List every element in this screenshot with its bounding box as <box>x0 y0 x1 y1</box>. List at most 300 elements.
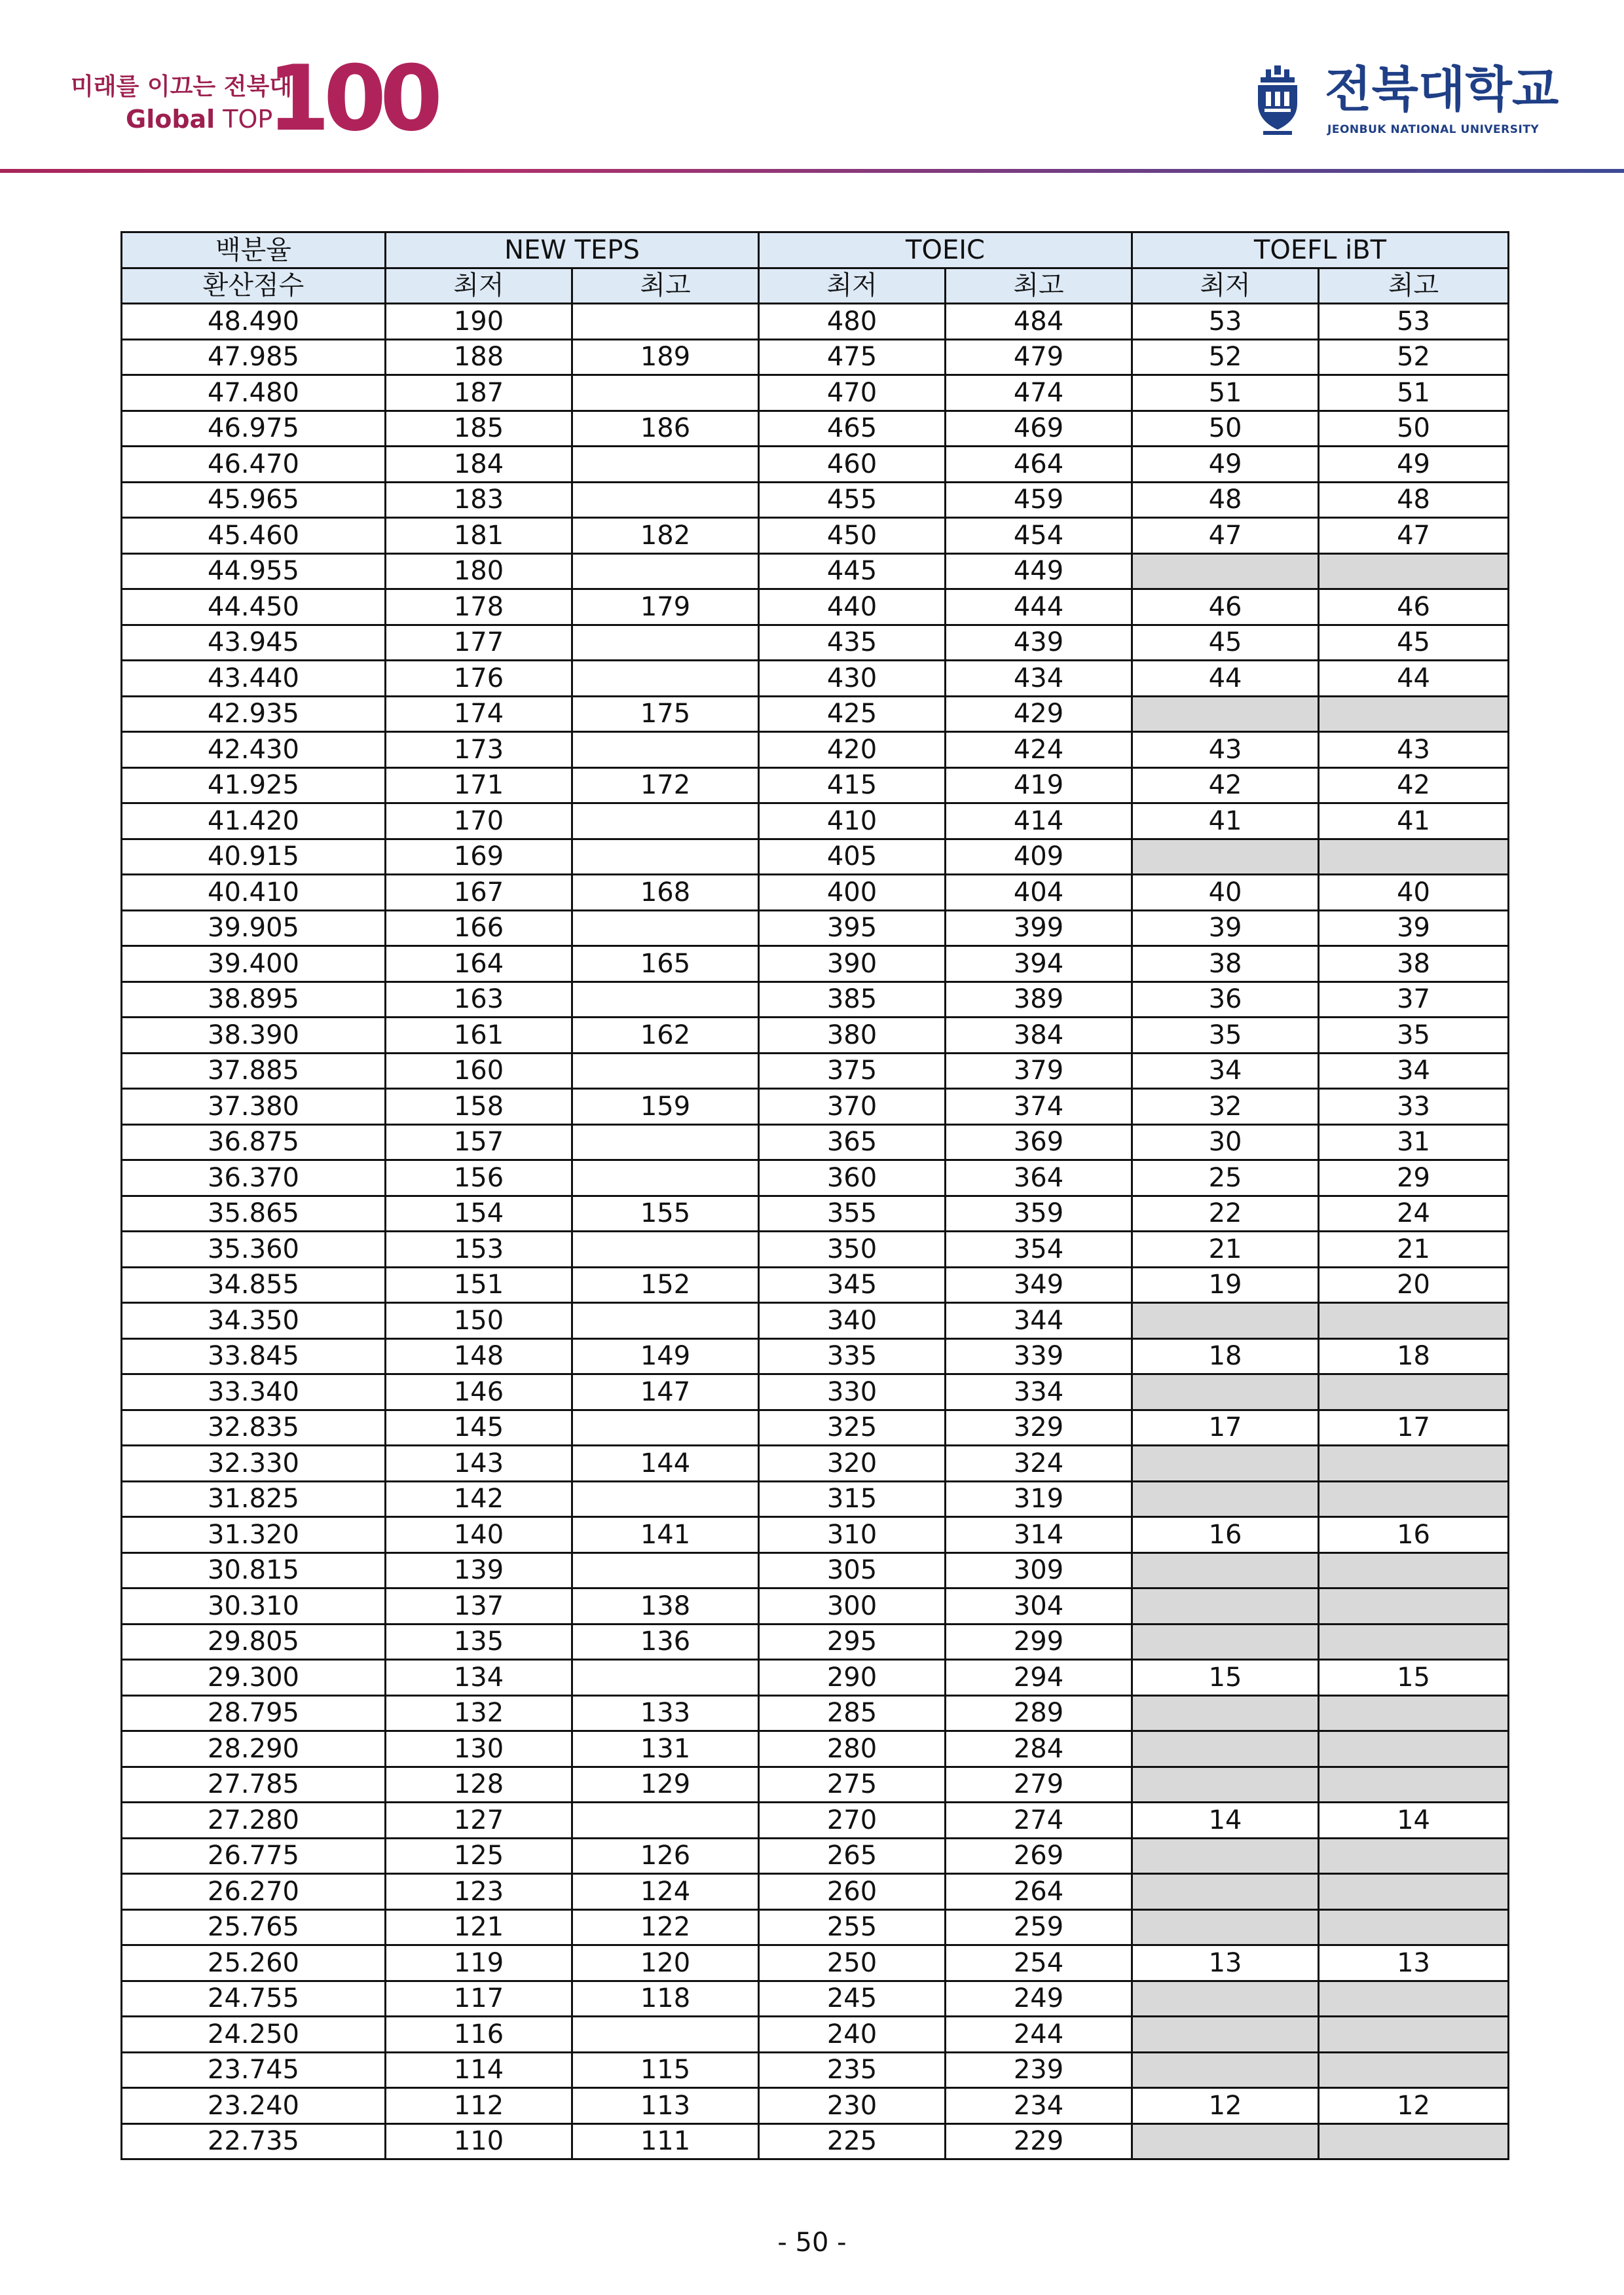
cell-toefl-min: 47 <box>1132 518 1319 554</box>
cell-toefl-max: 43 <box>1319 732 1509 768</box>
cell-toeic-min: 290 <box>759 1660 946 1696</box>
table-row <box>122 1232 1509 1268</box>
cell-teps-min: 134 <box>386 1660 572 1696</box>
table-row <box>122 732 1509 768</box>
table-row <box>122 625 1509 661</box>
global-top-100-logo <box>71 46 437 151</box>
cell-toeic-max: 229 <box>946 2123 1132 2159</box>
table-row <box>122 982 1509 1018</box>
cell-toefl-min <box>1132 1552 1319 1588</box>
cell-teps-max <box>572 1481 759 1517</box>
cell-percentile-score: 25.260 <box>122 1945 386 1981</box>
col-header-new-teps: NEW TEPS <box>386 232 759 268</box>
cell-toeic-max: 329 <box>946 1410 1132 1446</box>
cell-toeic-max: 474 <box>946 375 1132 411</box>
cell-teps-min: 140 <box>386 1517 572 1553</box>
cell-percentile-score: 22.735 <box>122 2123 386 2159</box>
cell-teps-min: 135 <box>386 1624 572 1660</box>
cell-teps-max <box>572 375 759 411</box>
cell-toefl-min <box>1132 1374 1319 1410</box>
header-divider <box>0 169 1624 173</box>
cell-teps-max <box>572 1160 759 1196</box>
cell-teps-max <box>572 2017 759 2053</box>
cell-percentile-score: 24.250 <box>122 2017 386 2053</box>
cell-toeic-max: 354 <box>946 1232 1132 1268</box>
cell-teps-min: 139 <box>386 1552 572 1588</box>
cell-toeic-min: 415 <box>759 767 946 803</box>
header-row <box>122 268 1509 304</box>
cell-toefl-min: 18 <box>1132 1338 1319 1374</box>
cell-teps-max <box>572 553 759 589</box>
cell-toeic-min: 230 <box>759 2088 946 2124</box>
cell-toeic-min: 410 <box>759 803 946 839</box>
cell-toeic-max: 409 <box>946 839 1132 875</box>
table-row <box>122 1053 1509 1089</box>
cell-toefl-min: 48 <box>1132 482 1319 518</box>
table-row <box>122 1303 1509 1339</box>
slogan-text: 미래를 이끄는 전북대 <box>71 73 293 100</box>
cell-toeic-min: 480 <box>759 304 946 340</box>
cell-toefl-max <box>1319 2017 1509 2053</box>
cell-teps-max <box>572 982 759 1018</box>
cell-teps-min: 185 <box>386 411 572 447</box>
cell-teps-min: 150 <box>386 1303 572 1339</box>
global-top-text <box>126 105 272 134</box>
cell-teps-min: 161 <box>386 1018 572 1054</box>
cell-percentile-score: 45.965 <box>122 482 386 518</box>
cell-toefl-min <box>1132 1731 1319 1767</box>
cell-toefl-max <box>1319 1446 1509 1482</box>
cell-percentile-score: 27.280 <box>122 1803 386 1839</box>
cell-percentile-score: 37.885 <box>122 1053 386 1089</box>
cell-percentile-score: 44.955 <box>122 553 386 589</box>
university-logo <box>1254 62 1559 141</box>
cell-teps-min: 170 <box>386 803 572 839</box>
table-row <box>122 2123 1509 2159</box>
cell-toefl-max: 37 <box>1319 982 1509 1018</box>
cell-toefl-min: 17 <box>1132 1410 1319 1446</box>
cell-toefl-max <box>1319 1838 1509 1874</box>
cell-teps-min: 164 <box>386 946 572 982</box>
cell-toefl-max <box>1319 2123 1509 2159</box>
cell-toeic-max: 349 <box>946 1267 1132 1303</box>
cell-toeic-min: 235 <box>759 2052 946 2088</box>
cell-percentile-score: 40.915 <box>122 839 386 875</box>
cell-teps-min: 166 <box>386 910 572 946</box>
table-row <box>122 875 1509 911</box>
table-header <box>122 232 1509 304</box>
cell-toeic-min: 365 <box>759 1124 946 1160</box>
cell-teps-max <box>572 447 759 483</box>
cell-toefl-max: 35 <box>1319 1018 1509 1054</box>
cell-percentile-score: 43.440 <box>122 661 386 697</box>
table-row <box>122 1909 1509 1945</box>
cell-toefl-min: 30 <box>1132 1124 1319 1160</box>
cell-teps-max <box>572 839 759 875</box>
cell-percentile-score: 36.370 <box>122 1160 386 1196</box>
university-name-english: JEONBUK NATIONAL UNIVERSITY <box>1327 123 1540 136</box>
cell-toeic-max: 244 <box>946 2017 1132 2053</box>
table-row <box>122 375 1509 411</box>
col-header-toefl-min: 최저 <box>1132 268 1319 304</box>
cell-toefl-max: 44 <box>1319 661 1509 697</box>
cell-toefl-max <box>1319 2052 1509 2088</box>
col-header-toefl-max: 최고 <box>1319 268 1509 304</box>
cell-teps-min: 178 <box>386 589 572 625</box>
cell-toeic-max: 449 <box>946 553 1132 589</box>
table-row <box>122 1552 1509 1588</box>
page-number: - 50 - <box>777 2228 847 2258</box>
cell-toefl-max <box>1319 1874 1509 1910</box>
cell-toefl-min <box>1132 1481 1319 1517</box>
cell-percentile-score: 39.905 <box>122 910 386 946</box>
table-row <box>122 1338 1509 1374</box>
cell-teps-max: 152 <box>572 1267 759 1303</box>
cell-teps-max: 144 <box>572 1446 759 1482</box>
cell-percentile-score: 42.935 <box>122 696 386 732</box>
cell-teps-min: 112 <box>386 2088 572 2124</box>
cell-toeic-min: 405 <box>759 839 946 875</box>
cell-teps-max: 113 <box>572 2088 759 2124</box>
table-row <box>122 482 1509 518</box>
cell-percentile-score: 42.430 <box>122 732 386 768</box>
cell-toeic-min: 380 <box>759 1018 946 1054</box>
cell-percentile-score: 44.450 <box>122 589 386 625</box>
table-row <box>122 1695 1509 1731</box>
cell-toeic-min: 445 <box>759 553 946 589</box>
cell-teps-min: 142 <box>386 1481 572 1517</box>
cell-teps-min: 158 <box>386 1089 572 1125</box>
cell-teps-max <box>572 625 759 661</box>
cell-toefl-max <box>1319 839 1509 875</box>
cell-toeic-min: 255 <box>759 1909 946 1945</box>
cell-teps-max: 175 <box>572 696 759 732</box>
cell-toeic-min: 440 <box>759 589 946 625</box>
cell-toefl-min <box>1132 1588 1319 1625</box>
cell-toefl-min: 44 <box>1132 661 1319 697</box>
cell-toefl-min: 52 <box>1132 339 1319 375</box>
cell-toefl-min: 40 <box>1132 875 1319 911</box>
cell-toeic-min: 435 <box>759 625 946 661</box>
cell-toefl-min: 13 <box>1132 1945 1319 1981</box>
cell-toeic-min: 240 <box>759 2017 946 2053</box>
cell-toeic-min: 285 <box>759 1695 946 1731</box>
cell-toefl-max: 41 <box>1319 803 1509 839</box>
cell-toeic-min: 465 <box>759 411 946 447</box>
table-row <box>122 447 1509 483</box>
cell-toefl-max: 17 <box>1319 1410 1509 1446</box>
cell-percentile-score: 30.310 <box>122 1588 386 1625</box>
cell-toefl-max: 48 <box>1319 482 1509 518</box>
cell-teps-min: 137 <box>386 1588 572 1625</box>
col-header-converted-score: 환산점수 <box>122 268 386 304</box>
cell-teps-min: 183 <box>386 482 572 518</box>
cell-teps-min: 180 <box>386 553 572 589</box>
table-row <box>122 910 1509 946</box>
cell-teps-max: 124 <box>572 1874 759 1910</box>
cell-toefl-max <box>1319 1303 1509 1339</box>
cell-teps-max: 126 <box>572 1838 759 1874</box>
cell-toeic-min: 430 <box>759 661 946 697</box>
cell-teps-min: 163 <box>386 982 572 1018</box>
table-row <box>122 767 1509 803</box>
cell-teps-max: 138 <box>572 1588 759 1625</box>
cell-teps-min: 174 <box>386 696 572 732</box>
cell-toeic-max: 264 <box>946 1874 1132 1910</box>
cell-percentile-score: 33.845 <box>122 1338 386 1374</box>
cell-teps-min: 130 <box>386 1731 572 1767</box>
cell-toeic-max: 404 <box>946 875 1132 911</box>
cell-percentile-score: 30.815 <box>122 1552 386 1588</box>
col-header-toefl-ibt: TOEFL iBT <box>1132 232 1509 268</box>
cell-toefl-max <box>1319 1767 1509 1803</box>
cell-toeic-min: 455 <box>759 482 946 518</box>
cell-toeic-max: 364 <box>946 1160 1132 1196</box>
cell-teps-max: 111 <box>572 2123 759 2159</box>
cell-toeic-max: 424 <box>946 732 1132 768</box>
cell-toeic-min: 270 <box>759 1803 946 1839</box>
cell-teps-max <box>572 910 759 946</box>
cell-toeic-min: 335 <box>759 1338 946 1374</box>
cell-toeic-max: 299 <box>946 1624 1132 1660</box>
cell-teps-max <box>572 1232 759 1268</box>
table-row <box>122 1803 1509 1839</box>
cell-toeic-min: 370 <box>759 1089 946 1125</box>
cell-percentile-score: 37.380 <box>122 1089 386 1125</box>
cell-teps-min: 110 <box>386 2123 572 2159</box>
cell-teps-max: 136 <box>572 1624 759 1660</box>
cell-toefl-max: 45 <box>1319 625 1509 661</box>
cell-toefl-min <box>1132 1695 1319 1731</box>
cell-toefl-min <box>1132 1446 1319 1482</box>
cell-toeic-min: 470 <box>759 375 946 411</box>
cell-percentile-score: 27.785 <box>122 1767 386 1803</box>
cell-toefl-min: 21 <box>1132 1232 1319 1268</box>
table-row <box>122 2052 1509 2088</box>
table-row <box>122 1160 1509 1196</box>
cell-toefl-max: 16 <box>1319 1517 1509 1553</box>
table-row <box>122 411 1509 447</box>
cell-percentile-score: 48.490 <box>122 304 386 340</box>
cell-toeic-max: 344 <box>946 1303 1132 1339</box>
col-header-toeic-max: 최고 <box>946 268 1132 304</box>
cell-teps-max: 122 <box>572 1909 759 1945</box>
cell-toeic-max: 239 <box>946 2052 1132 2088</box>
cell-percentile-score: 32.835 <box>122 1410 386 1446</box>
table-row <box>122 696 1509 732</box>
cell-teps-min: 157 <box>386 1124 572 1160</box>
cell-toeic-max: 319 <box>946 1481 1132 1517</box>
cell-toefl-min: 36 <box>1132 982 1319 1018</box>
cell-toeic-max: 419 <box>946 767 1132 803</box>
cell-percentile-score: 28.290 <box>122 1731 386 1767</box>
cell-teps-max: 147 <box>572 1374 759 1410</box>
top-word: TOP <box>215 105 273 134</box>
cell-toeic-max: 259 <box>946 1909 1132 1945</box>
table-row <box>122 1481 1509 1517</box>
cell-toeic-min: 260 <box>759 1874 946 1910</box>
cell-percentile-score: 32.330 <box>122 1446 386 1482</box>
col-header-percentile: 백분율 <box>122 232 386 268</box>
cell-teps-min: 169 <box>386 839 572 875</box>
cell-teps-min: 184 <box>386 447 572 483</box>
cell-toeic-max: 429 <box>946 696 1132 732</box>
cell-teps-min: 127 <box>386 1803 572 1839</box>
cell-teps-max: 118 <box>572 1981 759 2017</box>
cell-percentile-score: 35.360 <box>122 1232 386 1268</box>
cell-toefl-max <box>1319 696 1509 732</box>
cell-toefl-max <box>1319 1552 1509 1588</box>
table-row <box>122 1660 1509 1696</box>
cell-toefl-min <box>1132 1303 1319 1339</box>
cell-teps-max: 133 <box>572 1695 759 1731</box>
cell-toeic-max: 389 <box>946 982 1132 1018</box>
cell-teps-max: 165 <box>572 946 759 982</box>
cell-toeic-min: 315 <box>759 1481 946 1517</box>
cell-teps-min: 181 <box>386 518 572 554</box>
cell-toeic-max: 374 <box>946 1089 1132 1125</box>
cell-percentile-score: 31.320 <box>122 1517 386 1553</box>
global-word: Global <box>126 105 215 134</box>
table-row <box>122 518 1509 554</box>
cell-teps-min: 128 <box>386 1767 572 1803</box>
table-row <box>122 1624 1509 1660</box>
cell-toefl-min: 25 <box>1132 1160 1319 1196</box>
cell-toefl-max: 47 <box>1319 518 1509 554</box>
cell-toeic-max: 454 <box>946 518 1132 554</box>
cell-toeic-max: 274 <box>946 1803 1132 1839</box>
table-row <box>122 1945 1509 1981</box>
col-header-teps-min: 최저 <box>386 268 572 304</box>
cell-teps-max: 149 <box>572 1338 759 1374</box>
cell-toefl-min: 53 <box>1132 304 1319 340</box>
cell-toeic-min: 295 <box>759 1624 946 1660</box>
cell-toefl-min: 22 <box>1132 1196 1319 1232</box>
cell-toefl-max: 34 <box>1319 1053 1509 1089</box>
cell-teps-max <box>572 732 759 768</box>
table-row <box>122 1196 1509 1232</box>
cell-teps-max: 120 <box>572 1945 759 1981</box>
cell-teps-min: 176 <box>386 661 572 697</box>
cell-toeic-max: 434 <box>946 661 1132 697</box>
cell-toeic-min: 450 <box>759 518 946 554</box>
cell-toefl-max <box>1319 1909 1509 1945</box>
cell-toeic-max: 269 <box>946 1838 1132 1874</box>
cell-toeic-min: 355 <box>759 1196 946 1232</box>
cell-toefl-min: 15 <box>1132 1660 1319 1696</box>
cell-toefl-max <box>1319 1624 1509 1660</box>
cell-toefl-max: 21 <box>1319 1232 1509 1268</box>
cell-toeic-max: 309 <box>946 1552 1132 1588</box>
cell-percentile-score: 23.745 <box>122 2052 386 2088</box>
table-row <box>122 1767 1509 1803</box>
cell-toefl-min: 50 <box>1132 411 1319 447</box>
cell-toeic-max: 314 <box>946 1517 1132 1553</box>
cell-toeic-max: 249 <box>946 1981 1132 2017</box>
cell-teps-max <box>572 1410 759 1446</box>
cell-toeic-min: 390 <box>759 946 946 982</box>
cell-toefl-max: 53 <box>1319 304 1509 340</box>
cell-toeic-min: 420 <box>759 732 946 768</box>
cell-percentile-score: 26.270 <box>122 1874 386 1910</box>
cell-toefl-max: 15 <box>1319 1660 1509 1696</box>
cell-teps-min: 154 <box>386 1196 572 1232</box>
cell-teps-min: 119 <box>386 1945 572 1981</box>
cell-toefl-min <box>1132 2017 1319 2053</box>
cell-toefl-max: 13 <box>1319 1945 1509 1981</box>
cell-toeic-min: 265 <box>759 1838 946 1874</box>
cell-teps-max <box>572 1660 759 1696</box>
cell-teps-max: 155 <box>572 1196 759 1232</box>
cell-teps-min: 171 <box>386 767 572 803</box>
cell-toeic-max: 399 <box>946 910 1132 946</box>
cell-toeic-min: 225 <box>759 2123 946 2159</box>
cell-percentile-score: 41.925 <box>122 767 386 803</box>
cell-toefl-min: 45 <box>1132 625 1319 661</box>
cell-teps-max: 141 <box>572 1517 759 1553</box>
cell-toeic-max: 359 <box>946 1196 1132 1232</box>
cell-toeic-max: 279 <box>946 1767 1132 1803</box>
cell-teps-min: 190 <box>386 304 572 340</box>
cell-teps-min: 188 <box>386 339 572 375</box>
cell-percentile-score: 46.975 <box>122 411 386 447</box>
cell-toefl-min: 38 <box>1132 946 1319 982</box>
table-row <box>122 1838 1509 1874</box>
cell-toefl-min: 16 <box>1132 1517 1319 1553</box>
cell-percentile-score: 24.755 <box>122 1981 386 2017</box>
cell-toefl-min: 43 <box>1132 732 1319 768</box>
cell-teps-max: 179 <box>572 589 759 625</box>
cell-percentile-score: 46.470 <box>122 447 386 483</box>
cell-toefl-min: 12 <box>1132 2088 1319 2124</box>
cell-toefl-min <box>1132 2123 1319 2159</box>
cell-percentile-score: 43.945 <box>122 625 386 661</box>
cell-toeic-min: 385 <box>759 982 946 1018</box>
cell-teps-max <box>572 304 759 340</box>
cell-toefl-max: 51 <box>1319 375 1509 411</box>
cell-toefl-min <box>1132 839 1319 875</box>
cell-toefl-max: 42 <box>1319 767 1509 803</box>
cell-toeic-min: 245 <box>759 1981 946 2017</box>
cell-percentile-score: 38.390 <box>122 1018 386 1054</box>
cell-teps-min: 146 <box>386 1374 572 1410</box>
cell-percentile-score: 28.795 <box>122 1695 386 1731</box>
cell-teps-max <box>572 1053 759 1089</box>
cell-toefl-max: 50 <box>1319 411 1509 447</box>
cell-teps-min: 116 <box>386 2017 572 2053</box>
cell-teps-min: 173 <box>386 732 572 768</box>
cell-toeic-max: 484 <box>946 304 1132 340</box>
table-row <box>122 1874 1509 1910</box>
col-header-toeic-min: 최저 <box>759 268 946 304</box>
cell-toeic-max: 444 <box>946 589 1132 625</box>
table-row <box>122 1588 1509 1625</box>
cell-toefl-min <box>1132 1981 1319 2017</box>
cell-teps-max: 189 <box>572 339 759 375</box>
cell-percentile-score: 40.410 <box>122 875 386 911</box>
cell-toefl-max: 46 <box>1319 589 1509 625</box>
cell-toefl-min <box>1132 1874 1319 1910</box>
cell-toefl-min: 41 <box>1132 803 1319 839</box>
cell-toefl-max <box>1319 1588 1509 1625</box>
cell-teps-max <box>572 1303 759 1339</box>
table-row <box>122 339 1509 375</box>
cell-toeic-max: 459 <box>946 482 1132 518</box>
table-row <box>122 1018 1509 1054</box>
cell-percentile-score: 33.340 <box>122 1374 386 1410</box>
cell-teps-min: 153 <box>386 1232 572 1268</box>
cell-toefl-min: 51 <box>1132 375 1319 411</box>
